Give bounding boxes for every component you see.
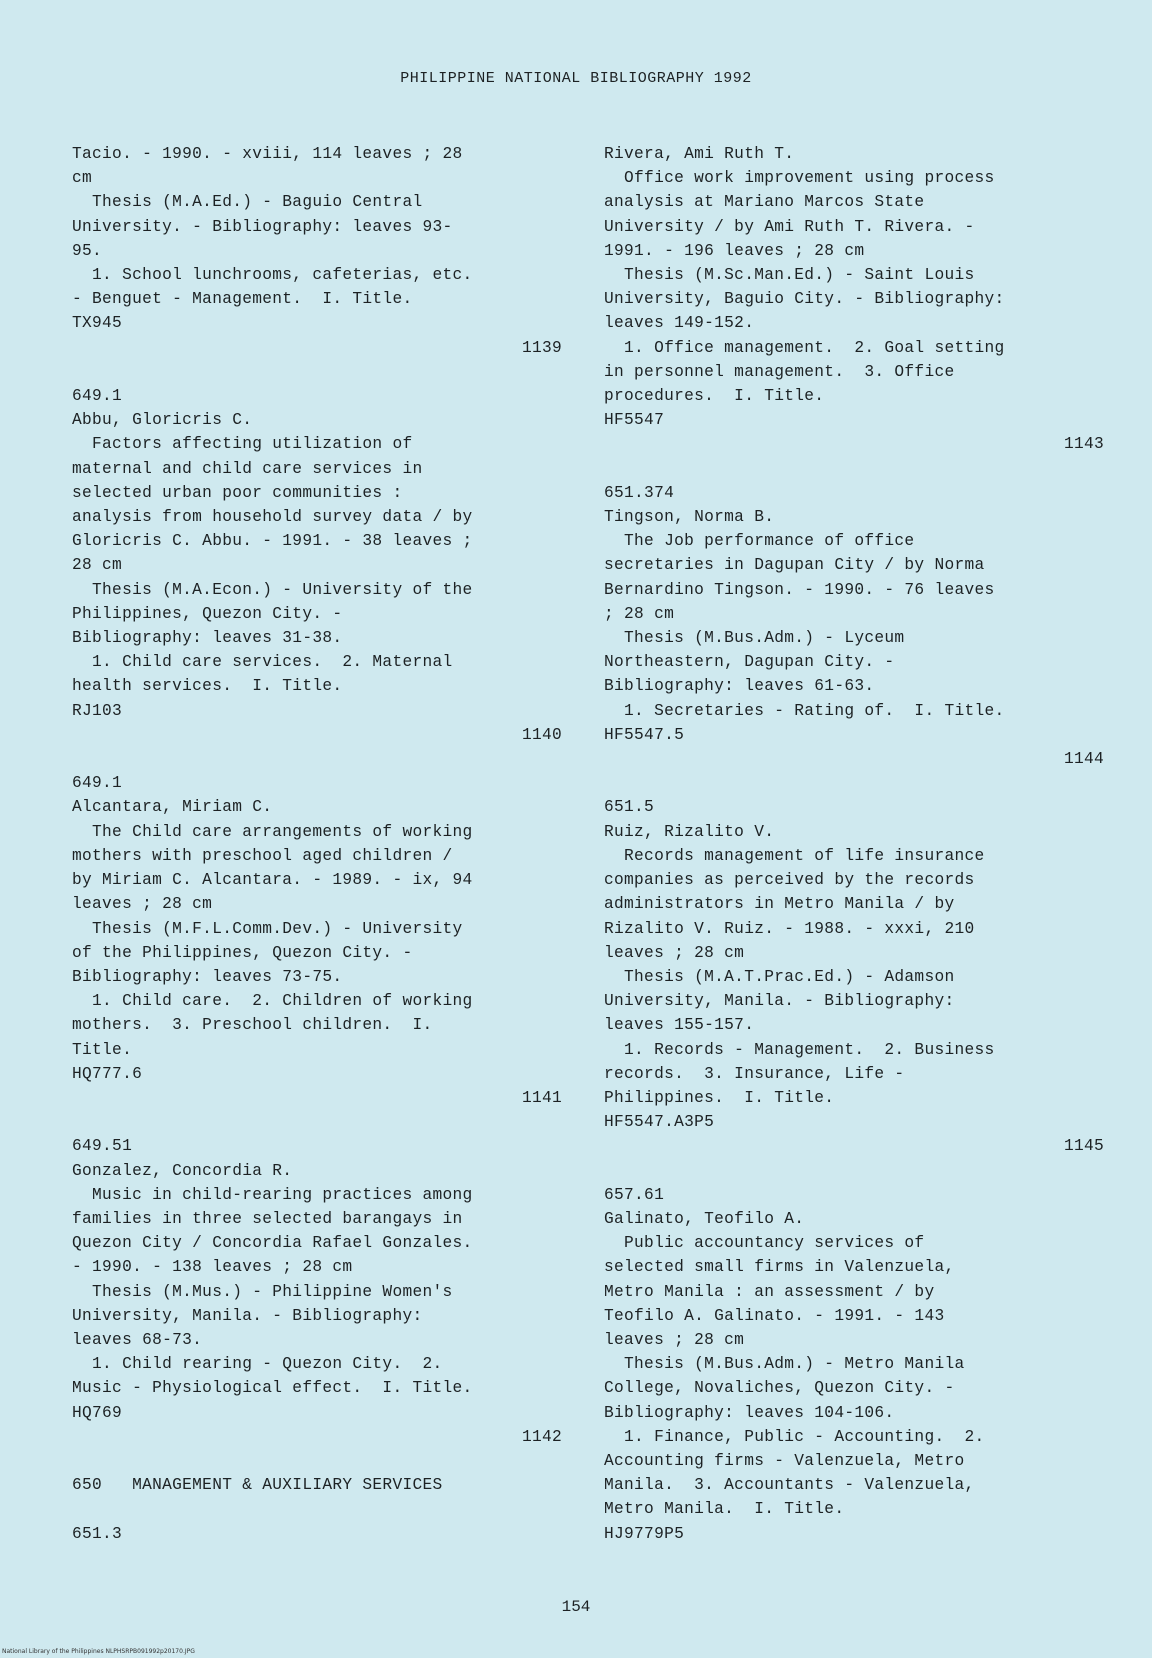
- text-line: Rizalito V. Ruiz. - 1988. - xxxi, 210: [604, 919, 975, 938]
- text-line: University / by Ami Ruth T. Rivera. -: [604, 217, 975, 236]
- text-line: Gonzalez, Concordia R.: [72, 1161, 293, 1180]
- text-line: 649.1: [72, 387, 123, 406]
- text-line: Rivera, Ami Ruth T.: [604, 145, 795, 163]
- right-column: [604, 142, 1104, 1546]
- text-line: leaves 149-152.: [604, 314, 755, 333]
- text-line: Northeastern, Dagupan City. -: [604, 653, 895, 672]
- text-line: Teofilo A. Galinato. - 1991. - 143: [604, 1306, 945, 1325]
- text-line: Office work improvement using process: [604, 169, 995, 188]
- entry-number: 1139: [521, 338, 562, 357]
- page-header: PHILIPPINE NATIONAL BIBLIOGRAPHY 1992: [400, 70, 752, 87]
- text-line: mothers. 3. Preschool children. I.: [72, 1016, 433, 1035]
- text-line: 1. Office management. 2. Goal setting: [604, 338, 1005, 357]
- text-line: leaves ; 28 cm: [72, 895, 213, 914]
- blank-line: [72, 1497, 562, 1521]
- text-line: Public accountancy services of: [604, 1234, 925, 1253]
- text-line: University, Baguio City. - Bibliography:: [604, 290, 1005, 309]
- text-line: Gloricris C. Abbu. - 1991. - 38 leaves ;: [72, 532, 473, 551]
- text-line: Metro Manila. I. Title.: [604, 1500, 845, 1519]
- text-line: 651.5: [604, 798, 655, 817]
- text-line: 1991. - 196 leaves ; 28 cm: [604, 241, 865, 260]
- text-line: HQ769: [72, 1403, 123, 1422]
- entry-number: 1145: [1063, 1137, 1104, 1156]
- text-line: 1. Secretaries - Rating of. I. Title.: [604, 701, 1005, 720]
- text-line: RJ103: [72, 701, 123, 720]
- text-line: The Child care arrangements of working: [72, 822, 473, 841]
- text-line: Tacio. - 1990. - xviii, 114 leaves ; 28: [72, 145, 463, 163]
- blank-line: [604, 457, 1104, 481]
- text-line: Galinato, Teofilo A.: [604, 1209, 805, 1228]
- text-line: Alcantara, Miriam C.: [72, 798, 273, 817]
- text-line: 1. Records - Management. 2. Business: [604, 1040, 995, 1059]
- text-line: Quezon City / Concordia Rafael Gonzales.: [72, 1234, 473, 1253]
- text-line: The Job performance of office: [604, 532, 915, 551]
- text-line: HF5547.5: [604, 725, 685, 744]
- text-line: TX945: [72, 314, 123, 333]
- blank-line: [72, 1110, 562, 1134]
- text-line: families in three selected barangays in: [72, 1209, 463, 1228]
- text-line: leaves 155-157.: [604, 1016, 755, 1035]
- text-line: University, Manila. - Bibliography:: [72, 1306, 423, 1325]
- text-line: Metro Manila : an assessment / by: [604, 1282, 935, 1301]
- text-line: cm: [72, 169, 93, 188]
- text-line: College, Novaliches, Quezon City. -: [604, 1379, 955, 1398]
- text-line: 649.1: [72, 774, 123, 793]
- text-line: Thesis (M.A.Ed.) - Baguio Central: [72, 193, 423, 212]
- text-line: 1. Finance, Public - Accounting. 2.: [604, 1427, 985, 1446]
- blank-line: [72, 360, 562, 384]
- blank-line: [72, 747, 562, 771]
- text-line: Philippines, Quezon City. -: [72, 604, 343, 623]
- text-line: Records management of life insurance: [604, 846, 985, 865]
- text-line: 1. School lunchrooms, cafeterias, etc.: [72, 266, 473, 285]
- entry-number: 1141: [521, 1088, 562, 1107]
- text-line: in personnel management. 3. Office: [604, 362, 955, 381]
- text-line: - Benguet - Management. I. Title.: [72, 290, 413, 309]
- text-line: leaves ; 28 cm: [604, 1330, 745, 1349]
- text-line: Bibliography: leaves 31-38.: [72, 629, 343, 648]
- text-line: Thesis (M.Bus.Adm.) - Lyceum: [604, 629, 905, 648]
- text-line: health services. I. Title.: [72, 677, 343, 696]
- text-line: selected urban poor communities :: [72, 483, 403, 502]
- text-line: of the Philippines, Quezon City. -: [72, 943, 413, 962]
- text-line: leaves ; 28 cm: [604, 943, 745, 962]
- text-line: Thesis (M.Sc.Man.Ed.) - Saint Louis: [604, 266, 975, 285]
- text-line: HJ9779P5: [604, 1524, 685, 1543]
- text-line: Bibliography: leaves 61-63.: [604, 677, 875, 696]
- text-line: HF5547.A3P5: [604, 1113, 715, 1132]
- text-line: Thesis (M.F.L.Comm.Dev.) - University: [72, 919, 463, 938]
- text-line: 95.: [72, 241, 103, 260]
- entry-number: 1144: [1063, 750, 1104, 769]
- text-line: University, Manila. - Bibliography:: [604, 992, 955, 1011]
- text-line: 651.3: [72, 1524, 123, 1543]
- blank-line: [72, 1449, 562, 1473]
- text-line: leaves 68-73.: [72, 1330, 203, 1349]
- text-line: 28 cm: [72, 556, 123, 575]
- text-line: Bibliography: leaves 73-75.: [72, 967, 343, 986]
- text-line: Title.: [72, 1040, 133, 1059]
- text-line: selected small firms in Valenzuela,: [604, 1258, 955, 1277]
- text-line: analysis from household survey data / by: [72, 508, 473, 527]
- page-number: 154: [561, 1598, 591, 1616]
- blank-line: [604, 771, 1104, 795]
- scan-footer: National Library of the Philippines NLPHSRPB091992p20170.JPG: [2, 1648, 195, 1655]
- text-line: Bibliography: leaves 104-106.: [604, 1403, 895, 1422]
- blank-line: [604, 1159, 1104, 1183]
- entry-number: 1143: [1063, 435, 1104, 454]
- text-line: Music in child-rearing practices among: [72, 1185, 473, 1204]
- text-line: analysis at Mariano Marcos State: [604, 193, 925, 212]
- text-line: maternal and child care services in: [72, 459, 423, 478]
- text-line: 1. Child care. 2. Children of working: [72, 992, 473, 1011]
- entry-number: 1140: [521, 725, 562, 744]
- text-line: 1. Child care services. 2. Maternal: [72, 653, 453, 672]
- text-line: Music - Physiological effect. I. Title.: [72, 1379, 473, 1398]
- text-line: mothers with preschool aged children /: [72, 846, 453, 865]
- text-line: HQ777.6: [72, 1064, 143, 1083]
- text-line: Accounting firms - Valenzuela, Metro: [604, 1451, 965, 1470]
- text-line: 657.61: [604, 1185, 665, 1204]
- entry-number: 1142: [521, 1427, 562, 1446]
- text-line: records. 3. Insurance, Life -: [604, 1064, 905, 1083]
- text-line: Thesis (M.A.T.Prac.Ed.) - Adamson: [604, 967, 955, 986]
- text-line: Tingson, Norma B.: [604, 508, 775, 527]
- text-line: Factors affecting utilization of: [72, 435, 413, 454]
- text-line: 649.51: [72, 1137, 133, 1156]
- text-line: Abbu, Gloricris C.: [72, 411, 253, 430]
- text-line: procedures. I. Title.: [604, 387, 825, 406]
- text-line: HF5547: [604, 411, 665, 430]
- text-line: Manila. 3. Accountants - Valenzuela,: [604, 1476, 975, 1495]
- text-line: secretaries in Dagupan City / by Norma: [604, 556, 985, 575]
- text-line: companies as perceived by the records: [604, 871, 975, 890]
- text-line: Thesis (M.Bus.Adm.) - Metro Manila: [604, 1355, 965, 1374]
- text-line: Thesis (M.Mus.) - Philippine Women's: [72, 1282, 453, 1301]
- text-line: by Miriam C. Alcantara. - 1989. - ix, 94: [72, 871, 473, 890]
- text-line: Ruiz, Rizalito V.: [604, 822, 775, 841]
- text-line: administrators in Metro Manila / by: [604, 895, 955, 914]
- text-line: Philippines. I. Title.: [604, 1088, 835, 1107]
- text-line: ; 28 cm: [604, 604, 675, 623]
- text-line: 650 MANAGEMENT & AUXILIARY SERVICES: [72, 1476, 443, 1495]
- text-line: 651.374: [604, 483, 675, 502]
- text-line: Bernardino Tingson. - 1990. - 76 leaves: [604, 580, 995, 599]
- text-line: 1. Child rearing - Quezon City. 2.: [72, 1355, 443, 1374]
- left-column: [72, 142, 562, 1546]
- text-line: University. - Bibliography: leaves 93-: [72, 217, 453, 236]
- text-line: Thesis (M.A.Econ.) - University of the: [72, 580, 473, 599]
- text-line: - 1990. - 138 leaves ; 28 cm: [72, 1258, 353, 1277]
